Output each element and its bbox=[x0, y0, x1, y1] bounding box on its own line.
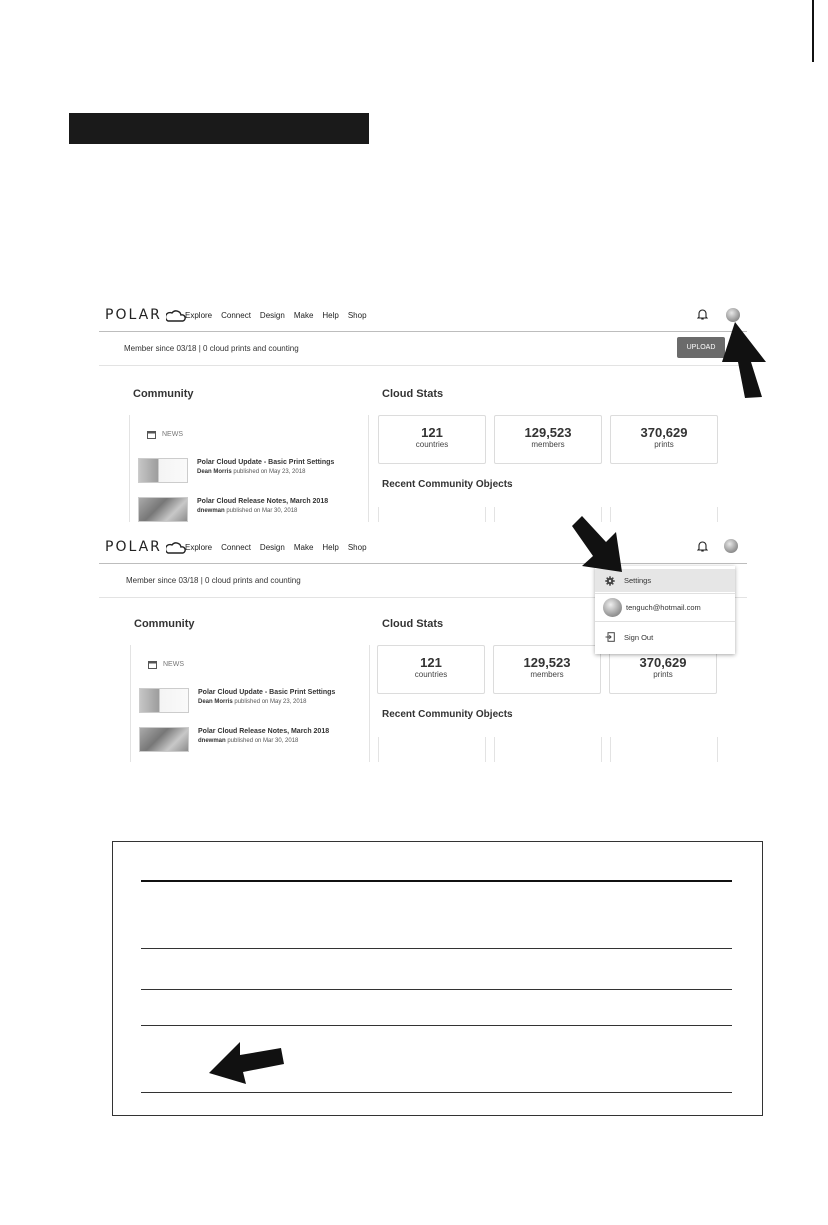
news-thumbnail bbox=[138, 497, 188, 522]
menu-item-sign-out[interactable] bbox=[595, 623, 735, 651]
object-card[interactable] bbox=[494, 737, 602, 762]
nav-make[interactable]: Make bbox=[293, 311, 314, 320]
news-item[interactable] bbox=[138, 458, 334, 483]
stat-card-members: 129,523 members bbox=[494, 415, 602, 464]
nav-shop[interactable]: Shop bbox=[347, 543, 367, 552]
top-nav bbox=[99, 298, 747, 332]
news-item[interactable] bbox=[138, 497, 328, 522]
stat-card-countries: 121 countries bbox=[378, 415, 486, 464]
news-panel bbox=[129, 415, 369, 522]
settings-label: Settings bbox=[624, 576, 652, 585]
nav-design[interactable]: Design bbox=[259, 311, 285, 320]
cloud-stats-title: Cloud Stats bbox=[382, 388, 444, 400]
nav-help[interactable]: Help bbox=[322, 543, 339, 552]
news-title[interactable]: Polar Cloud Release Notes, March 2018 bbox=[198, 728, 330, 735]
member-bar bbox=[99, 332, 747, 366]
polar-logo[interactable] bbox=[105, 539, 186, 555]
main-nav bbox=[185, 311, 367, 320]
bell-icon[interactable] bbox=[697, 308, 708, 320]
table-rule bbox=[141, 948, 732, 949]
bell-icon[interactable] bbox=[697, 540, 708, 552]
table-rule bbox=[141, 1092, 732, 1093]
table-rule bbox=[141, 1025, 732, 1026]
news-title[interactable]: Polar Cloud Release Notes, March 2018 bbox=[197, 498, 329, 505]
news-meta: dnewman published on Mar 30, 2018 bbox=[198, 738, 299, 744]
account-email: tenguch@hotmail.com bbox=[626, 603, 701, 612]
nav-connect[interactable]: Connect bbox=[221, 543, 251, 552]
menu-item-account[interactable] bbox=[595, 593, 735, 622]
cloud-icon bbox=[166, 540, 186, 554]
news-item[interactable] bbox=[139, 688, 335, 713]
stat-card-prints: 370,629 prints bbox=[609, 645, 717, 694]
stat-card-members: 129,523 members bbox=[493, 645, 601, 694]
news-item[interactable] bbox=[139, 727, 329, 752]
callout-arrow-avatar bbox=[718, 318, 772, 400]
upload-button[interactable]: UPLOAD bbox=[677, 337, 725, 358]
table-rule bbox=[141, 880, 732, 882]
member-status: Member since 03/18 | 0 cloud prints and counting bbox=[126, 576, 301, 585]
calendar-icon bbox=[148, 660, 157, 669]
sign-out-icon bbox=[605, 632, 615, 642]
news-meta: dnewman published on Mar 30, 2018 bbox=[197, 508, 298, 514]
news-thumbnail bbox=[139, 688, 189, 713]
news-panel bbox=[130, 645, 370, 762]
user-menu-dropdown bbox=[595, 566, 735, 654]
logo-text: POLAR bbox=[105, 307, 162, 323]
news-meta: Dean Morris published on May 23, 2018 bbox=[197, 469, 306, 475]
stat-card-countries: 121 countries bbox=[377, 645, 485, 694]
cloud-icon bbox=[166, 308, 186, 322]
community-title: Community bbox=[133, 388, 194, 400]
news-thumbnail bbox=[138, 458, 188, 483]
nav-shop[interactable]: Shop bbox=[347, 311, 367, 320]
callout-arrow-settings bbox=[568, 512, 628, 578]
object-card[interactable] bbox=[378, 737, 486, 762]
nav-help[interactable]: Help bbox=[322, 311, 339, 320]
news-meta: Dean Morris published on May 23, 2018 bbox=[198, 699, 307, 705]
news-title[interactable]: Polar Cloud Update - Basic Print Settings bbox=[198, 689, 336, 696]
sign-out-label: Sign Out bbox=[624, 632, 654, 642]
nav-make[interactable]: Make bbox=[293, 543, 314, 552]
cloud-stats-title: Cloud Stats bbox=[382, 618, 444, 630]
news-label: NEWS bbox=[162, 431, 183, 438]
screenshot-dropdown bbox=[99, 530, 747, 762]
nav-explore[interactable]: Explore bbox=[185, 311, 213, 320]
recent-objects-title: Recent Community Objects bbox=[382, 709, 513, 720]
recent-objects-title: Recent Community Objects bbox=[382, 479, 513, 490]
logo-text: POLAR bbox=[105, 539, 162, 555]
member-status: Member since 03/18 | 0 cloud prints and counting bbox=[124, 344, 299, 353]
news-header bbox=[148, 660, 184, 669]
user-avatar[interactable] bbox=[724, 539, 738, 553]
calendar-icon bbox=[147, 430, 156, 439]
object-card[interactable] bbox=[610, 737, 718, 762]
callout-arrow-table bbox=[206, 1038, 286, 1088]
nav-explore[interactable]: Explore bbox=[185, 543, 213, 552]
top-nav bbox=[99, 530, 747, 564]
nav-connect[interactable]: Connect bbox=[221, 311, 251, 320]
screenshot-dashboard bbox=[99, 298, 747, 522]
main-nav bbox=[185, 543, 367, 552]
stat-card-prints: 370,629 prints bbox=[610, 415, 718, 464]
news-title[interactable]: Polar Cloud Update - Basic Print Settings bbox=[197, 459, 335, 466]
margin-rule bbox=[812, 0, 814, 62]
community-title: Community bbox=[134, 618, 195, 630]
user-avatar bbox=[603, 598, 622, 617]
news-label: NEWS bbox=[163, 661, 184, 668]
polar-logo[interactable] bbox=[105, 307, 186, 323]
object-card[interactable] bbox=[378, 507, 486, 522]
news-thumbnail bbox=[139, 727, 189, 752]
news-header bbox=[147, 430, 183, 439]
table-rule bbox=[141, 989, 732, 990]
nav-design[interactable]: Design bbox=[259, 543, 285, 552]
section-heading-bar bbox=[69, 113, 369, 144]
